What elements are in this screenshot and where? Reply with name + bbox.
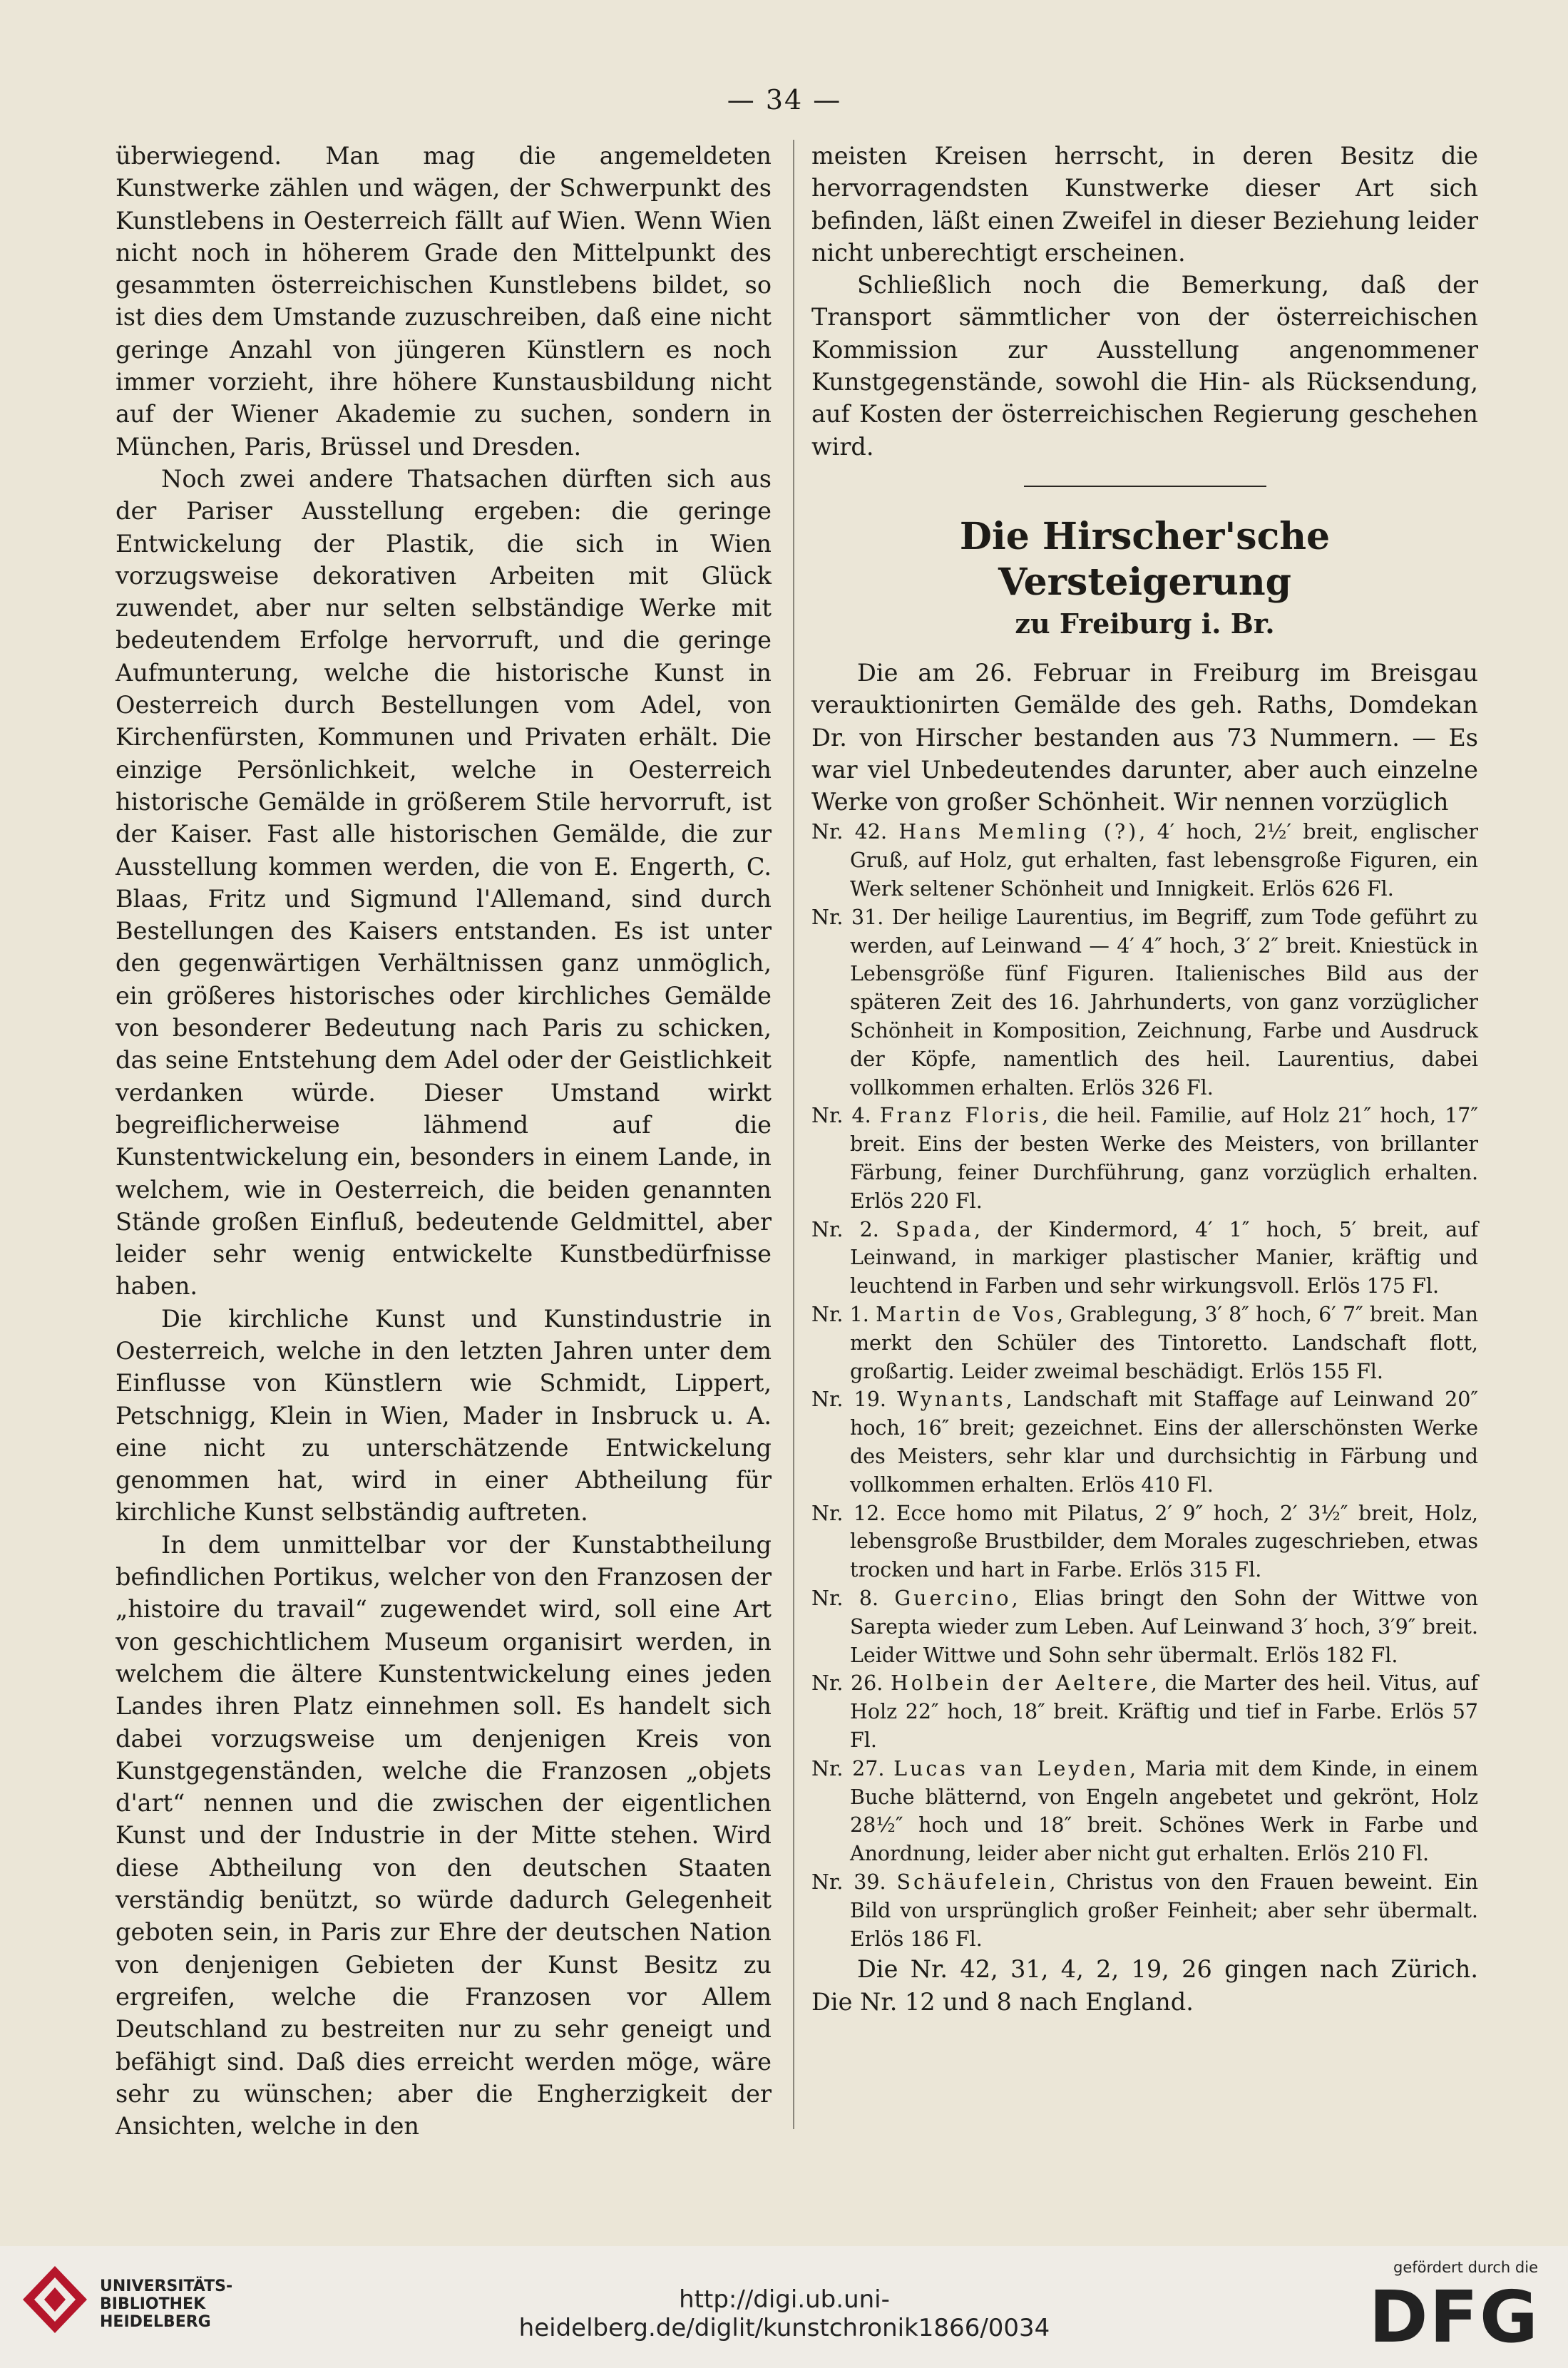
- lot-number: Nr. 2.: [811, 1217, 879, 1241]
- paragraph: meisten Kreisen herrscht, in deren Besitz die hervorragendsten Kunstwerke dieser Art sich befinden, läßt einen Zweifel in dieser Beziehung leider nicht unberechtigt erscheinen.: [811, 142, 1478, 267]
- right-column: [811, 140, 1478, 2018]
- lot-number: Nr. 39.: [811, 1870, 886, 1894]
- lot-number: Nr. 1.: [811, 1303, 869, 1326]
- lot-number: Nr. 4.: [811, 1104, 871, 1128]
- university-seal-icon: [16, 2260, 94, 2339]
- library-line: UNIVERSITÄTS-: [100, 2277, 233, 2295]
- lot-item: [811, 1500, 1478, 1584]
- article-subtitle: zu Freiburg i. Br.: [1015, 607, 1275, 640]
- lot-text: Ecce homo mit Pilatus, 2′ 9″ hoch, 2′ 3½″ breit, Holz, lebensgroße Brustbilder, dem Morales zugeschrieben, etwas trocken und hart in Farbe. Erlös 315 Fl.: [850, 1501, 1478, 1582]
- lot-text: , 4′ hoch, 2½′ breit, englischer Gruß, auf Holz, gut erhalten, fast lebensgroße Figuren, ein Werk seltener Schönheit und Innigkeit. Erlös 626 Fl.: [850, 820, 1478, 901]
- lot-text: , Landschaft mit Staffage auf Leinwand 20″ hoch, 16″ breit; gezeichnet. Eins der allerschönsten Werke des Meisters, sehr klar und durchsichtig in Färbung und vollkommen erhalten. Erlös 410 Fl.: [850, 1388, 1479, 1497]
- article-closing: Die Nr. 42, 31, 4, 2, 19, 26 gingen nach Zürich. Die Nr. 12 und 8 nach England.: [811, 1955, 1478, 2016]
- lot-artist: Martin de Vos: [876, 1303, 1057, 1326]
- lot-item: [811, 818, 1478, 903]
- lot-number: Nr. 8.: [811, 1586, 879, 1610]
- lot-number: Nr. 27.: [811, 1756, 885, 1780]
- lot-artist: Lucas van Leyden: [893, 1756, 1129, 1780]
- lot-text: , der Kindermord, 4′ 1″ hoch, 5′ breit, auf Leinwand, in markiger plastischer Manier, kräftig und leuchtend in Farben und sehr wirkungsvoll. Erlös 175 Fl.: [850, 1217, 1478, 1298]
- lot-text: , die heil. Familie, auf Holz 21″ hoch, 17″ breit. Eins der besten Werke des Meisters, von brillanter Färbung, feiner Durchführung, ganz vorzüglich erhalten. Erlös 220 Fl.: [850, 1104, 1478, 1213]
- lot-text: , Grablegung, 3′ 8″ hoch, 6′ 7″ breit. Man merkt den Schüler des Tintoretto. Landschaft flott, großartig. Leider zweimal beschädigt. Erlös 155 Fl.: [850, 1303, 1478, 1383]
- lot-number: Nr. 12.: [811, 1501, 886, 1525]
- lot-number: Nr. 31.: [811, 905, 884, 929]
- lot-number: Nr. 26.: [811, 1671, 883, 1696]
- lot-artist: Spada: [896, 1217, 975, 1241]
- lot-item: [811, 1385, 1478, 1499]
- section-rule: [1024, 486, 1266, 487]
- article-intro: Die am 26. Februar in Freiburg im Breisgau verauktionirten Gemälde des geh. Raths, Domdekan Dr. von Hirscher bestanden aus 73 Nummern. — Es war viel Unbedeutendes darunter, aber auch einzelne Werke von großer Schönheit. Wir nennen vorzüglich: [811, 658, 1478, 816]
- lot-item: [811, 1584, 1478, 1669]
- lot-text: , Christus von den Frauen beweint. Ein Bild von ursprünglich großer Feinheit; aber sehr übermalt. Erlös 186 Fl.: [850, 1870, 1479, 1951]
- lot-text: , Maria mit dem Kinde, in einem Buche blätternd, von Engeln angebetet und gekrönt, Holz 28½″ hoch und 18″ breit. Schönes Werk in Farbe und Anordnung, leider aber nicht gut erhalten. Erlös 210 Fl.: [850, 1756, 1478, 1866]
- library-line: BIBLIOTHEK: [100, 2295, 206, 2313]
- lot-text: Der heilige Laurentius, im Begriff, zum Tode geführt zu werden, auf Leinwand — 4′ 4″ hoch, 3′ 2″ breit. Kniestück in Lebensgröße fünf Figuren. Italienisches Bild aus der späteren Zeit des 16. Jahrhunderts, von ganz vorzüglicher Schönheit in Komposition, Zeichnung, Farbe und Ausdruck der Köpfe, namentlich des heil. Laurentius, dabei vollkommen erhalten. Erlös 326 Fl.: [850, 905, 1479, 1100]
- lot-item: [811, 903, 1478, 1102]
- library-line: HEIDELBERG: [100, 2313, 211, 2331]
- lot-artist: Hans Memling (?): [898, 820, 1139, 844]
- lot-item: [811, 1868, 1478, 1953]
- lot-artist: Schäufelein: [896, 1870, 1050, 1894]
- paragraph: Die kirchliche Kunst und Kunstindustrie in Oesterreich, welche in den letzten Jahren unter dem Einflusse von Künstlern wie Schmidt, Lippert, Petschnigg, Klein in Wien, Mader in Insbruck u. A. eine nicht zu unterschätzende Entwickelung genommen hat, wird in einer Abtheilung für kirchliche Kunst selbständig auftreten.: [116, 1304, 772, 1527]
- lot-item: [811, 1102, 1478, 1215]
- lot-number: Nr. 42.: [811, 820, 888, 844]
- lot-item: [811, 1301, 1478, 1385]
- lot-artist: Franz Floris: [879, 1104, 1042, 1128]
- library-name: [100, 2277, 232, 2331]
- lot-artist: Wynants: [897, 1388, 1006, 1412]
- source-url-link[interactable]: http://digi.ub.uni-heidelberg.de/diglit/kunstchronik1866/0034: [518, 2285, 1050, 2342]
- lot-item: [811, 1216, 1478, 1301]
- lot-list: [811, 818, 1478, 1953]
- left-column: [116, 140, 772, 2142]
- lot-text: , die Marter des heil. Vitus, auf Holz 22″ hoch, 18″ breit. Kräftig und tief in Farbe. Erlös 57 Fl.: [850, 1671, 1479, 1752]
- paragraph: In dem unmittelbar vor der Kunstabtheilung befindlichen Portikus, welcher von den Franzosen der „histoire du travail“ zugewendet wird, soll eine Art von geschichtlichem Museum organisirt werden, in welchem die ältere Kunstentwickelung eines jeden Landes ihren Platz einnehmen soll. Es handelt sich dabei vorzugsweise um denjenigen Kreis von Kunstgegenständen, welche die Franzosen „objets d'art“ nennen und die zwischen der eigentlichen Kunst und der Industrie in der Mitte stehen. Wird diese Abtheilung von den deutschen Staaten verständig benützt, so würde dadurch Gelegenheit geboten sein, in Paris zur Ehre der deutschen Nation von denjenigen Gebieten der Kunst Besitz zu ergreifen, welche die Franzosen vor Allem Deutschland zu bestreiten nur zu sehr geneigt und befähigt sind. Daß dies erreicht werden möge, wäre sehr zu wünschen; aber die Engherzigkeit der Ansichten, welche in den: [116, 1530, 772, 2141]
- paragraph: Noch zwei andere Thatsachen dürften sich aus der Pariser Ausstellung ergeben: die geringe Entwickelung der Plastik, die sich in Wien vorzugsweise dekorativen Arbeiten mit Glück zuwendet, aber nur selten selbständige Werke mit bedeutendem Erfolge hervorruft, und die geringe Aufmunterung, welche die historische Kunst in Oesterreich durch Bestellungen vom Adel, von Kirchenfürsten, Kommunen und Privaten erhält. Die einzige Persönlichkeit, welche in Oesterreich historische Gemälde in größerem Stile hervorruft, ist der Kaiser. Fast alle historischen Gemälde, die zur Ausstellung kommen werden, die von E. Engerth, C. Blaas, Fritz und Sigmund l'Allemand, sind durch Bestellungen des Kaisers entstanden. Es ist unter den gegenwärtigen Verhältnissen ganz unmöglich, ein größeres historisches oder kirchliches Gemälde von besonderer Bedeutung nach Paris zu schicken, das seine Entstehung dem Adel oder der Geistlichkeit verdanken würde. Dieser Umstand wirkt begreiflicherweise lähmend auf die Kunstentwickelung ein, besonders in einem Lande, in welchem, wie in Oesterreich, die beiden genannten Stände großen Einfluß, bedeutende Geldmittel, aber leider sehr wenig entwickelte Kunstbedürfnisse haben.: [116, 464, 772, 1301]
- paragraph: Schließlich noch die Bemerkung, daß der Transport sämmtlicher von der österreichischen Kommission zur Ausstellung angenommener Kunstgegenstände, sowohl die Hin- als Rücksendung, auf Kosten der österreichischen Regierung geschehen wird.: [811, 271, 1478, 461]
- lot-item: [811, 1669, 1478, 1754]
- dfg-logo: DFG: [1368, 2275, 1539, 2359]
- footer-bar: [0, 2246, 1568, 2368]
- lot-artist: Holbein der Aeltere: [890, 1671, 1151, 1696]
- lot-text: , Elias bringt den Sohn der Wittwe von Sarepta wieder zum Leben. Auf Leinwand 3′ hoch, 3′9″ breit. Leider Wittwe und Sohn sehr übermalt. Erlös 182 Fl.: [850, 1586, 1478, 1667]
- funded-by-caption: gefördert durch die: [1393, 2259, 1538, 2276]
- column-divider: [793, 140, 794, 2129]
- lot-item: [811, 1755, 1478, 1868]
- page-number: — 34 —: [727, 84, 842, 116]
- lot-number: Nr. 19.: [811, 1388, 886, 1412]
- paragraph: überwiegend. Man mag die angemeldeten Kunstwerke zählen und wägen, der Schwerpunkt des Kunstlebens in Oesterreich fällt auf Wien. Wenn Wien nicht noch in höherem Grade den Mittelpunkt des gesammten österreichischen Kunstlebens bildet, so ist dies dem Umstande zuzuschreiben, daß eine nicht geringe Anzahl von jüngeren Künstlern es noch immer vorzieht, ihre höhere Kunstausbildung nicht auf der Wiener Akademie zu suchen, sondern in München, Paris, Brüssel und Dresden.: [116, 142, 772, 461]
- lot-artist: Guercino: [894, 1586, 1012, 1610]
- article-title: Die Hirscher'sche Versteigerung: [959, 514, 1331, 604]
